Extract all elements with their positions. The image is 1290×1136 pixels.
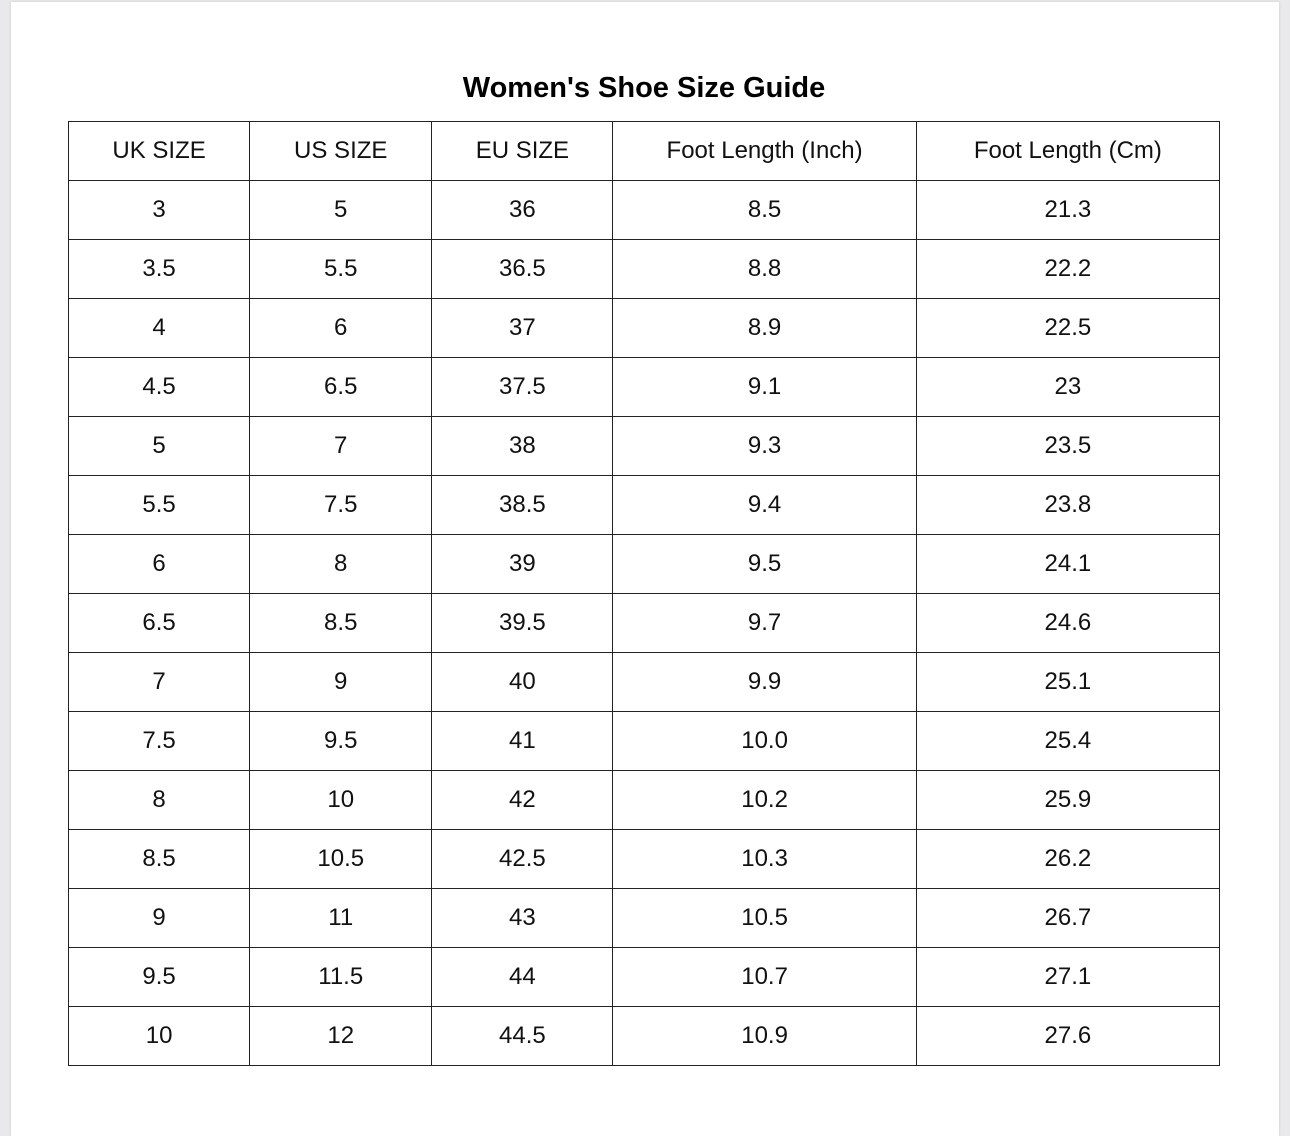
eu-size-cell: 42: [432, 771, 613, 830]
header-uk-size: UK SIZE: [69, 122, 250, 181]
foot-length-cm-cell: 21.3: [916, 181, 1219, 240]
us-size-cell: 12: [250, 1007, 432, 1066]
eu-size-cell: 44: [432, 948, 613, 1007]
foot-length-inch-cell: 10.7: [613, 948, 916, 1007]
us-size-cell: 9.5: [250, 712, 432, 771]
table-row: [69, 476, 1220, 535]
header-us-size: US SIZE: [250, 122, 432, 181]
table-row: [69, 1007, 1220, 1066]
foot-length-cm-cell: 27.6: [916, 1007, 1219, 1066]
header-foot-length-cm: Foot Length (Cm): [916, 122, 1219, 181]
table-header-row: [69, 122, 1220, 181]
table-row: [69, 889, 1220, 948]
eu-size-cell: 39.5: [432, 594, 613, 653]
foot-length-inch-cell: 9.5: [613, 535, 916, 594]
header-foot-length-inch: Foot Length (Inch): [613, 122, 916, 181]
foot-length-inch-cell: 9.9: [613, 653, 916, 712]
uk-size-cell: 8: [69, 771, 250, 830]
table-row: [69, 830, 1220, 889]
eu-size-cell: 40: [432, 653, 613, 712]
uk-size-cell: 7: [69, 653, 250, 712]
foot-length-inch-cell: 9.3: [613, 417, 916, 476]
table-row: [69, 299, 1220, 358]
foot-length-cm-cell: 26.7: [916, 889, 1219, 948]
uk-size-cell: 10: [69, 1007, 250, 1066]
table-row: [69, 535, 1220, 594]
header-eu-size: EU SIZE: [432, 122, 613, 181]
eu-size-cell: 42.5: [432, 830, 613, 889]
foot-length-cm-cell: 25.9: [916, 771, 1219, 830]
us-size-cell: 8: [250, 535, 432, 594]
foot-length-cm-cell: 24.1: [916, 535, 1219, 594]
uk-size-cell: 5.5: [69, 476, 250, 535]
eu-size-cell: 38: [432, 417, 613, 476]
size-guide-table: [68, 121, 1220, 1066]
uk-size-cell: 4.5: [69, 358, 250, 417]
uk-size-cell: 6: [69, 535, 250, 594]
uk-size-cell: 3.5: [69, 240, 250, 299]
eu-size-cell: 41: [432, 712, 613, 771]
table-row: [69, 653, 1220, 712]
us-size-cell: 11.5: [250, 948, 432, 1007]
foot-length-inch-cell: 9.7: [613, 594, 916, 653]
foot-length-inch-cell: 8.9: [613, 299, 916, 358]
uk-size-cell: 8.5: [69, 830, 250, 889]
eu-size-cell: 36: [432, 181, 613, 240]
eu-size-cell: 38.5: [432, 476, 613, 535]
table-row: [69, 948, 1220, 1007]
us-size-cell: 7.5: [250, 476, 432, 535]
table-row: [69, 240, 1220, 299]
table-row: [69, 181, 1220, 240]
uk-size-cell: 3: [69, 181, 250, 240]
us-size-cell: 8.5: [250, 594, 432, 653]
us-size-cell: 11: [250, 889, 432, 948]
uk-size-cell: 5: [69, 417, 250, 476]
table-row: [69, 594, 1220, 653]
foot-length-cm-cell: 23: [916, 358, 1219, 417]
foot-length-cm-cell: 26.2: [916, 830, 1219, 889]
eu-size-cell: 36.5: [432, 240, 613, 299]
foot-length-inch-cell: 9.4: [613, 476, 916, 535]
foot-length-cm-cell: 27.1: [916, 948, 1219, 1007]
table-row: [69, 712, 1220, 771]
table-row: [69, 358, 1220, 417]
foot-length-inch-cell: 10.9: [613, 1007, 916, 1066]
foot-length-inch-cell: 10.3: [613, 830, 916, 889]
uk-size-cell: 6.5: [69, 594, 250, 653]
foot-length-cm-cell: 22.2: [916, 240, 1219, 299]
us-size-cell: 7: [250, 417, 432, 476]
page-title: Women's Shoe Size Guide: [462, 72, 826, 104]
eu-size-cell: 39: [432, 535, 613, 594]
foot-length-cm-cell: 25.1: [916, 653, 1219, 712]
foot-length-inch-cell: 10.5: [613, 889, 916, 948]
foot-length-cm-cell: 24.6: [916, 594, 1219, 653]
uk-size-cell: 9: [69, 889, 250, 948]
us-size-cell: 9: [250, 653, 432, 712]
us-size-cell: 10: [250, 771, 432, 830]
table-row: [69, 417, 1220, 476]
us-size-cell: 5: [250, 181, 432, 240]
us-size-cell: 5.5: [250, 240, 432, 299]
eu-size-cell: 44.5: [432, 1007, 613, 1066]
uk-size-cell: 9.5: [69, 948, 250, 1007]
table-row: [69, 771, 1220, 830]
uk-size-cell: 4: [69, 299, 250, 358]
us-size-cell: 6.5: [250, 358, 432, 417]
foot-length-inch-cell: 8.8: [613, 240, 916, 299]
table-body: [69, 181, 1220, 1066]
us-size-cell: 10.5: [250, 830, 432, 889]
foot-length-inch-cell: 10.0: [613, 712, 916, 771]
foot-length-inch-cell: 8.5: [613, 181, 916, 240]
eu-size-cell: 37.5: [432, 358, 613, 417]
uk-size-cell: 7.5: [69, 712, 250, 771]
foot-length-inch-cell: 9.1: [613, 358, 916, 417]
eu-size-cell: 37: [432, 299, 613, 358]
foot-length-cm-cell: 23.5: [916, 417, 1219, 476]
foot-length-inch-cell: 10.2: [613, 771, 916, 830]
foot-length-cm-cell: 23.8: [916, 476, 1219, 535]
foot-length-cm-cell: 25.4: [916, 712, 1219, 771]
eu-size-cell: 43: [432, 889, 613, 948]
us-size-cell: 6: [250, 299, 432, 358]
document-page: [11, 2, 1279, 1136]
foot-length-cm-cell: 22.5: [916, 299, 1219, 358]
